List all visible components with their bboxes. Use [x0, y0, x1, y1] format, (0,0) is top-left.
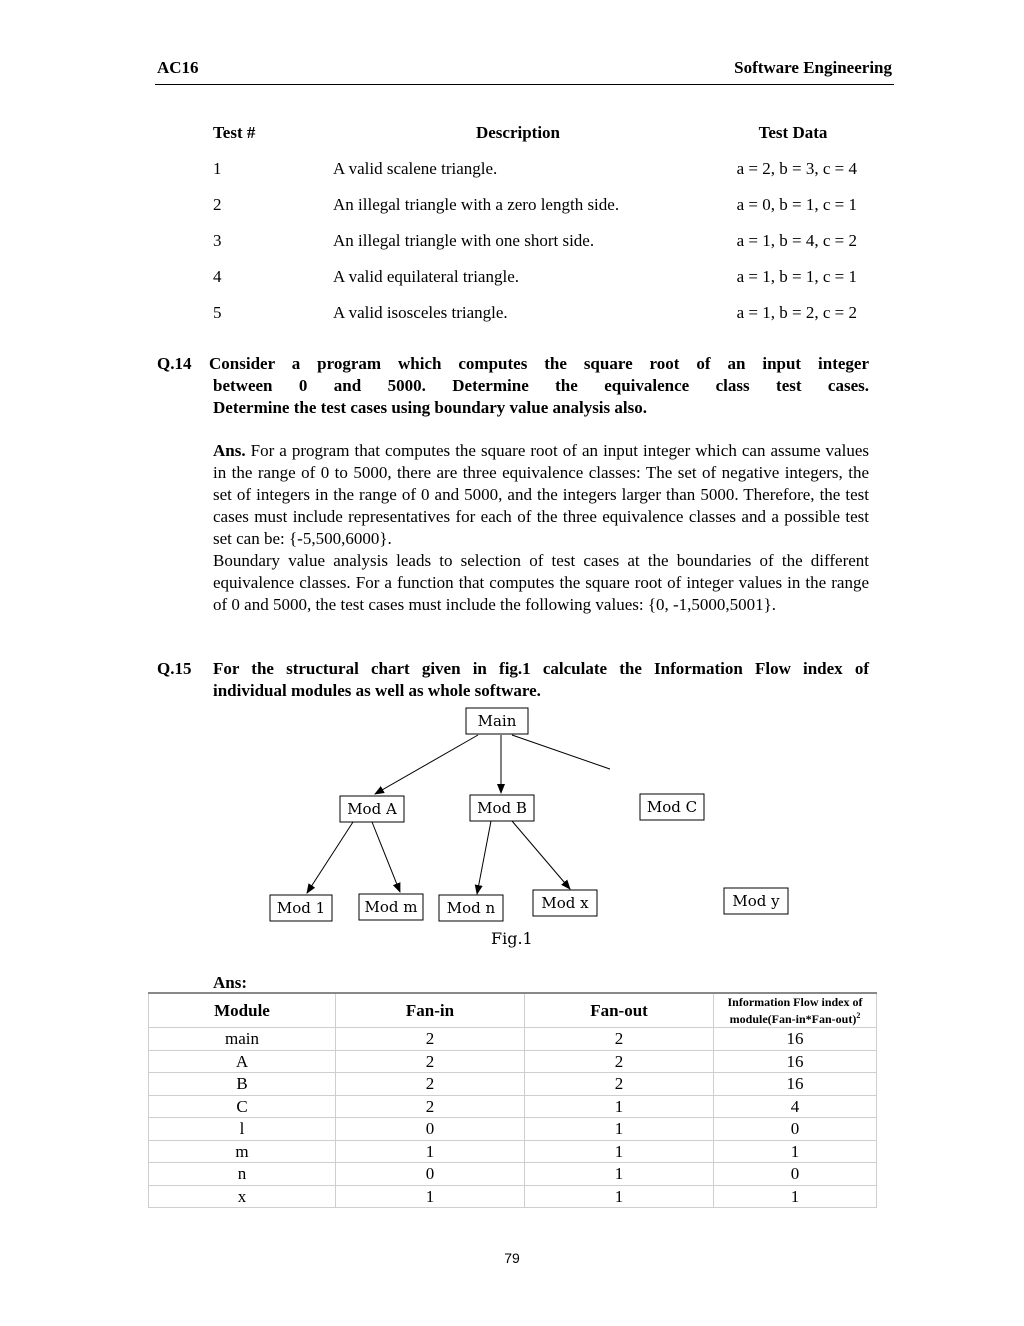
cell-fan-in: 2	[336, 1050, 525, 1073]
info-flow-header-line2: module(Fan-in*Fan-out)	[729, 1012, 857, 1026]
header-divider	[155, 84, 894, 85]
cell-module: l	[149, 1118, 336, 1141]
cell-fan-in: 2	[336, 1028, 525, 1051]
header-course-code: AC16	[157, 58, 199, 77]
table-row	[149, 1163, 877, 1186]
test-num: 3	[213, 231, 222, 250]
answer-14	[213, 440, 869, 616]
question-text-line: between 0 and 5000. Determine the equivalence class test cases.	[213, 376, 869, 395]
node-modc: Mod C	[646, 798, 698, 816]
cell-info-flow: 1	[714, 1185, 877, 1208]
table-row	[205, 223, 875, 259]
cell-info-flow: 16	[714, 1028, 877, 1051]
col-header-fan-out: Fan-out	[525, 993, 714, 1028]
node-modx: Mod x	[541, 894, 589, 912]
test-num: 5	[213, 303, 222, 322]
cell-fan-out: 2	[525, 1050, 714, 1073]
col-header-description: Description	[475, 123, 561, 142]
cell-module: C	[149, 1095, 336, 1118]
table-row	[205, 187, 875, 223]
cell-fan-out: 1	[525, 1185, 714, 1208]
table-header-row	[149, 993, 877, 1028]
table-header-row	[205, 115, 875, 151]
info-flow-header-line1: Information Flow index of	[727, 995, 863, 1009]
cell-fan-in: 0	[336, 1118, 525, 1141]
question-text-line: For the structural chart given in fig.1 calculate the Information Flow index of	[213, 659, 869, 678]
test-description: A valid scalene triangle.	[333, 159, 498, 178]
question-text-line: Consider a program which computes the square root of an input integer	[209, 354, 869, 373]
node-mod1: Mod 1	[276, 899, 326, 917]
cell-module: main	[149, 1028, 336, 1051]
cell-module: n	[149, 1163, 336, 1186]
col-header-info-flow	[714, 993, 877, 1028]
test-data: a = 2, b = 3, c = 4	[736, 159, 857, 178]
structure-chart-nodes	[0, 700, 1024, 940]
cell-info-flow: 0	[714, 1118, 877, 1141]
cell-fan-in: 2	[336, 1073, 525, 1096]
test-num: 1	[213, 159, 222, 178]
question-number: Q.15	[157, 659, 192, 678]
table-row	[149, 1050, 877, 1073]
test-description: An illegal triangle with a zero length side.	[333, 195, 620, 214]
col-header-fan-in: Fan-in	[336, 993, 525, 1028]
cell-fan-out: 1	[525, 1140, 714, 1163]
table-row	[205, 259, 875, 295]
cell-info-flow: 1	[714, 1140, 877, 1163]
test-data: a = 0, b = 1, c = 1	[736, 195, 857, 214]
table-row	[149, 1028, 877, 1051]
info-flow-header-sup: 2	[856, 1011, 861, 1020]
col-header-module: Module	[149, 993, 336, 1028]
col-header-test-num: Test #	[213, 123, 256, 142]
cell-module: A	[149, 1050, 336, 1073]
triangle-test-table	[205, 115, 875, 331]
cell-module: B	[149, 1073, 336, 1096]
table-row	[149, 1073, 877, 1096]
test-description: A valid isosceles triangle.	[333, 303, 508, 322]
question-15	[157, 658, 869, 702]
table-row	[149, 1185, 877, 1208]
test-description: An illegal triangle with one short side.	[333, 231, 595, 250]
cell-info-flow: 16	[714, 1073, 877, 1096]
table-row	[149, 1140, 877, 1163]
figure-caption: Fig.1	[491, 929, 533, 948]
question-text-line: Determine the test cases using boundary value analysis also.	[213, 398, 647, 417]
test-num: 4	[213, 267, 222, 286]
cell-fan-out: 1	[525, 1118, 714, 1141]
test-num: 2	[213, 195, 222, 214]
node-modm: Mod m	[364, 898, 418, 916]
answer-paragraph: For a program that computes the square root of an input integer which can assume values in the range of 0 to 5000, there are three equivalence classes: The set of negative integers, the set of integers in the range of 0 and 5000, and the integers larger than 5000. Therefore, the test cases must include representatives for each of the three equivalence classes and a possible test set can be: {-5,500,6000}.	[213, 441, 869, 548]
node-modb: Mod B	[477, 799, 527, 817]
answer-label: Ans.	[213, 441, 246, 460]
col-header-test-data: Test Data	[758, 123, 828, 142]
cell-fan-out: 2	[525, 1073, 714, 1096]
test-description: A valid equilateral triangle.	[333, 267, 519, 286]
cell-fan-in: 1	[336, 1140, 525, 1163]
cell-fan-in: 0	[336, 1163, 525, 1186]
table-row	[149, 1118, 877, 1141]
cell-fan-out: 1	[525, 1095, 714, 1118]
node-modn: Mod n	[446, 899, 496, 917]
question-text-line: individual modules as well as whole software.	[213, 681, 541, 700]
test-data: a = 1, b = 2, c = 2	[736, 303, 857, 322]
cell-module: x	[149, 1185, 336, 1208]
cell-info-flow: 16	[714, 1050, 877, 1073]
cell-fan-out: 2	[525, 1028, 714, 1051]
information-flow-table	[148, 992, 877, 1208]
answer-label: Ans:	[213, 973, 248, 992]
cell-module: m	[149, 1140, 336, 1163]
test-data: a = 1, b = 1, c = 1	[736, 267, 857, 286]
answer-paragraph: Boundary value analysis leads to selection of test cases at the boundaries of the different equivalence classes. For a function that computes the square root of integer values in the range of 0 and 5000, the test cases must include the following values: {0, -1,5000,5001}.	[213, 551, 869, 614]
cell-fan-out: 1	[525, 1163, 714, 1186]
header-subject: Software Engineering	[734, 58, 892, 77]
table-row	[149, 1095, 877, 1118]
table-row	[205, 295, 875, 331]
node-moda: Mod A	[347, 800, 397, 818]
question-number: Q.14	[157, 354, 192, 373]
cell-info-flow: 0	[714, 1163, 877, 1186]
cell-info-flow: 4	[714, 1095, 877, 1118]
cell-fan-in: 2	[336, 1095, 525, 1118]
cell-fan-in: 1	[336, 1185, 525, 1208]
test-data: a = 1, b = 4, c = 2	[736, 231, 857, 250]
page-number: 79	[504, 1250, 520, 1266]
node-main: Main	[477, 712, 517, 730]
question-14	[157, 353, 869, 419]
table-row	[205, 151, 875, 187]
node-mody: Mod y	[732, 892, 780, 910]
